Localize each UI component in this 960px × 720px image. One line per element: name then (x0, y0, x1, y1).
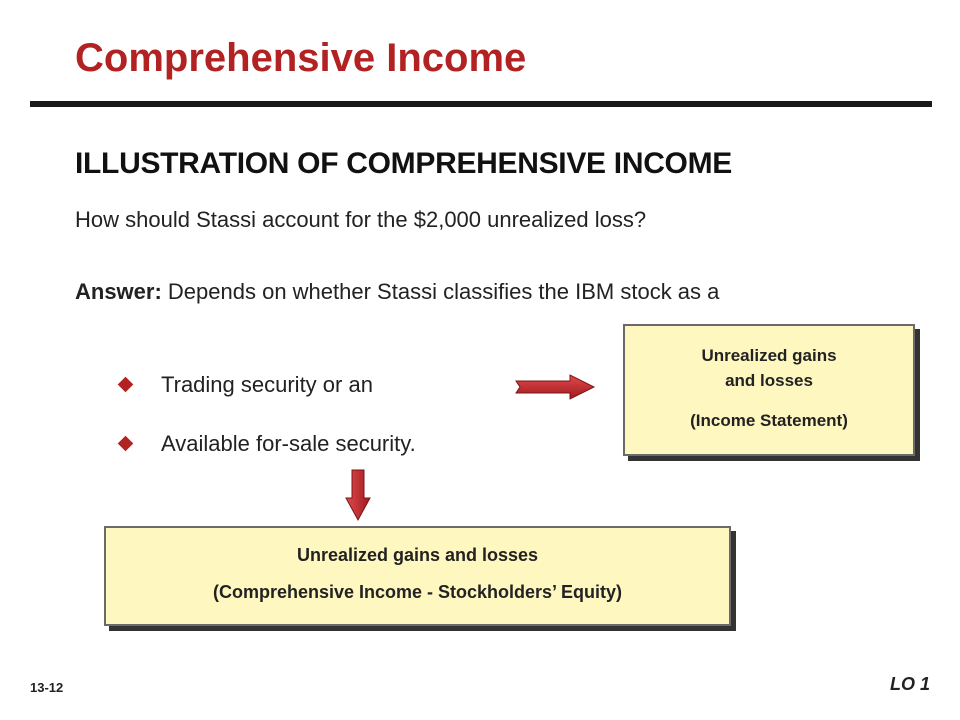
bullet-text: Available for-sale security. (161, 431, 416, 456)
right-arrow-icon (510, 372, 600, 402)
learning-objective-label: LO 1 (889, 674, 930, 694)
income-statement-box (623, 324, 915, 456)
slide-number: 13-12 (30, 680, 64, 695)
down-arrow-icon (343, 468, 373, 522)
section-heading: ILLUSTRATION OF COMPREHENSIVE INCOME (75, 147, 732, 180)
question-text: How should Stassi account for the $2,000 unrealized loss? (75, 207, 647, 232)
box-line: (Income Statement) (690, 411, 848, 430)
bullet-item-available-for-sale (120, 431, 416, 457)
title-divider (30, 101, 932, 107)
answer-paragraph (75, 268, 895, 315)
diamond-bullet-icon (118, 435, 134, 451)
comprehensive-income-box (104, 526, 731, 626)
box-line: and losses (725, 371, 813, 390)
answer-label: Answer: (75, 279, 162, 304)
bullet-text: Trading security or an (161, 372, 373, 397)
bullet-item-trading (120, 372, 373, 398)
diamond-bullet-icon (118, 376, 134, 392)
answer-text: Depends on whether Stassi classifies the IBM stock as a (161, 279, 720, 304)
box-line: (Comprehensive Income - Stockholders’ Equity) (212, 582, 623, 602)
slide-title: Comprehensive Income (75, 36, 527, 80)
box-line: Unrealized gains (701, 346, 837, 365)
box-line: Unrealized gains and losses (296, 545, 539, 565)
